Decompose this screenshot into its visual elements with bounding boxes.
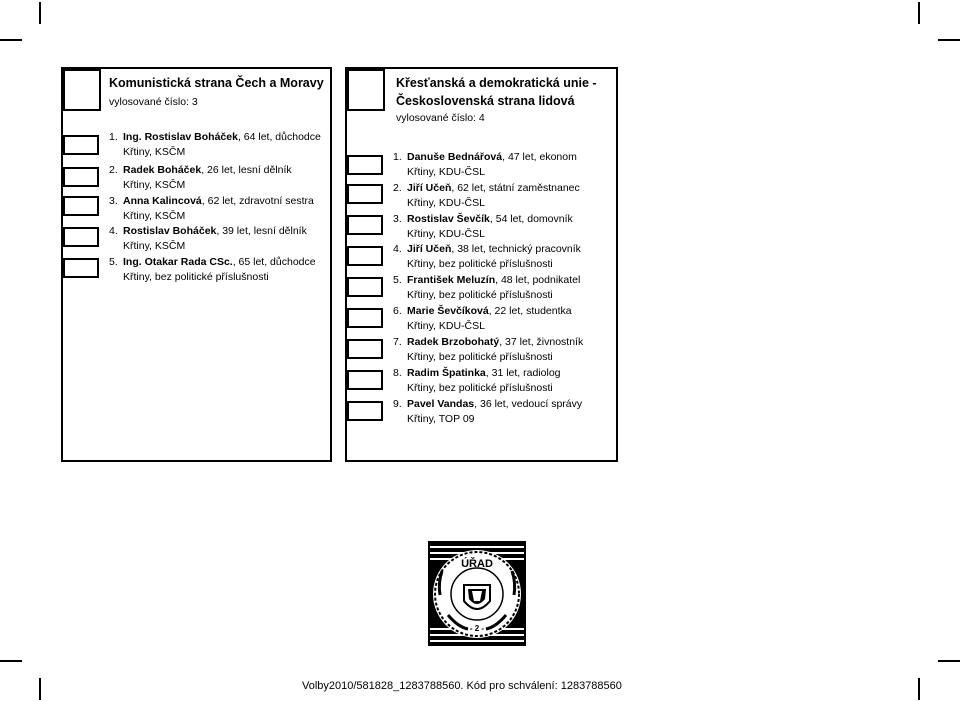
candidate-checkbox[interactable] bbox=[63, 167, 99, 187]
candidate-entry: 4. Rostislav Boháček, 39 let, lesní dělník Křtiny, KSČM bbox=[109, 225, 307, 252]
crop-mark bbox=[39, 2, 41, 24]
candidate-entry: 7. Radek Brzobohatý, 37 let, živnostník Křtiny, bez politické příslušnosti bbox=[393, 336, 584, 363]
official-stamp bbox=[428, 541, 526, 646]
party-checkbox-left[interactable] bbox=[63, 69, 101, 111]
candidate-checkbox[interactable] bbox=[347, 155, 383, 175]
candidate-entry: 2. Jiří Učeň, 62 let, státní zaměstnanec Křtiny, KDU-ČSL bbox=[393, 182, 580, 209]
candidate-entry: 2. Radek Boháček, 26 let, lesní dělník Křtiny, KSČM bbox=[109, 164, 292, 191]
candidate-entry: 9. Pavel Vandas, 36 let, vedoucí správy Křtiny, TOP 09 bbox=[393, 398, 583, 425]
stamp-text: ÚŘAD bbox=[461, 558, 493, 570]
lot-number-right: vylosované číslo: 4 bbox=[396, 112, 485, 124]
party-name-right: Křesťanská a demokratická unie - Československá strana lidová bbox=[396, 76, 597, 108]
candidate-checkbox[interactable] bbox=[347, 370, 383, 390]
crop-mark bbox=[918, 678, 920, 700]
crop-mark bbox=[39, 678, 41, 700]
party-checkbox-right[interactable] bbox=[347, 69, 385, 111]
candidate-entry: 6. Marie Ševčíková, 22 let, studentka Křtiny, KDU-ČSL bbox=[393, 305, 572, 332]
crop-mark bbox=[918, 2, 920, 24]
party-name-left: Komunistická strana Čech a Moravy bbox=[109, 76, 324, 90]
candidate-entry: 3. Anna Kalincová, 62 let, zdravotní sestra Křtiny, KSČM bbox=[109, 195, 314, 222]
candidate-entry: 1. Danuše Bednářová, 47 let, ekonom Křtiny, KDU-ČSL bbox=[393, 151, 577, 178]
candidate-checkbox[interactable] bbox=[347, 215, 383, 235]
candidate-checkbox[interactable] bbox=[347, 308, 383, 328]
candidate-entry: 5. Ing. Otakar Rada CSc., 65 let, důchodce Křtiny, bez politické příslušnosti bbox=[109, 256, 316, 283]
stamp-icon bbox=[428, 541, 526, 646]
candidate-checkbox[interactable] bbox=[347, 246, 383, 266]
footer-approval-code: Volby2010/581828_1283788560. Kód pro schválení: 1283788560 bbox=[302, 680, 622, 692]
candidate-entry: 3. Rostislav Ševčík, 54 let, domovník Křtiny, KDU-ČSL bbox=[393, 213, 573, 240]
crop-mark bbox=[0, 39, 22, 41]
candidate-checkbox[interactable] bbox=[63, 135, 99, 155]
candidate-entry: 8. Radim Špatinka, 31 let, radiolog Křtiny, bez politické příslušnosti bbox=[393, 367, 561, 394]
candidate-checkbox[interactable] bbox=[63, 196, 99, 216]
candidate-entry: 1. Ing. Rostislav Boháček, 64 let, důchodce Křtiny, KSČM bbox=[109, 131, 321, 158]
candidate-entry: 5. František Meluzín, 48 let, podnikatel Křtiny, bez politické příslušnosti bbox=[393, 274, 581, 301]
candidate-checkbox[interactable] bbox=[63, 227, 99, 247]
candidate-checkbox[interactable] bbox=[347, 184, 383, 204]
candidate-checkbox[interactable] bbox=[347, 401, 383, 421]
crop-mark bbox=[938, 660, 960, 662]
crop-mark bbox=[0, 660, 22, 662]
candidate-entry: 4. Jiří Učeň, 38 let, technický pracovník Křtiny, bez politické příslušnosti bbox=[393, 243, 581, 270]
stamp-number: - 2 - bbox=[469, 624, 485, 633]
crop-mark bbox=[938, 39, 960, 41]
candidate-checkbox[interactable] bbox=[347, 339, 383, 359]
candidate-checkbox[interactable] bbox=[347, 277, 383, 297]
lot-number-left: vylosované číslo: 3 bbox=[109, 96, 198, 108]
candidate-checkbox[interactable] bbox=[63, 258, 99, 278]
